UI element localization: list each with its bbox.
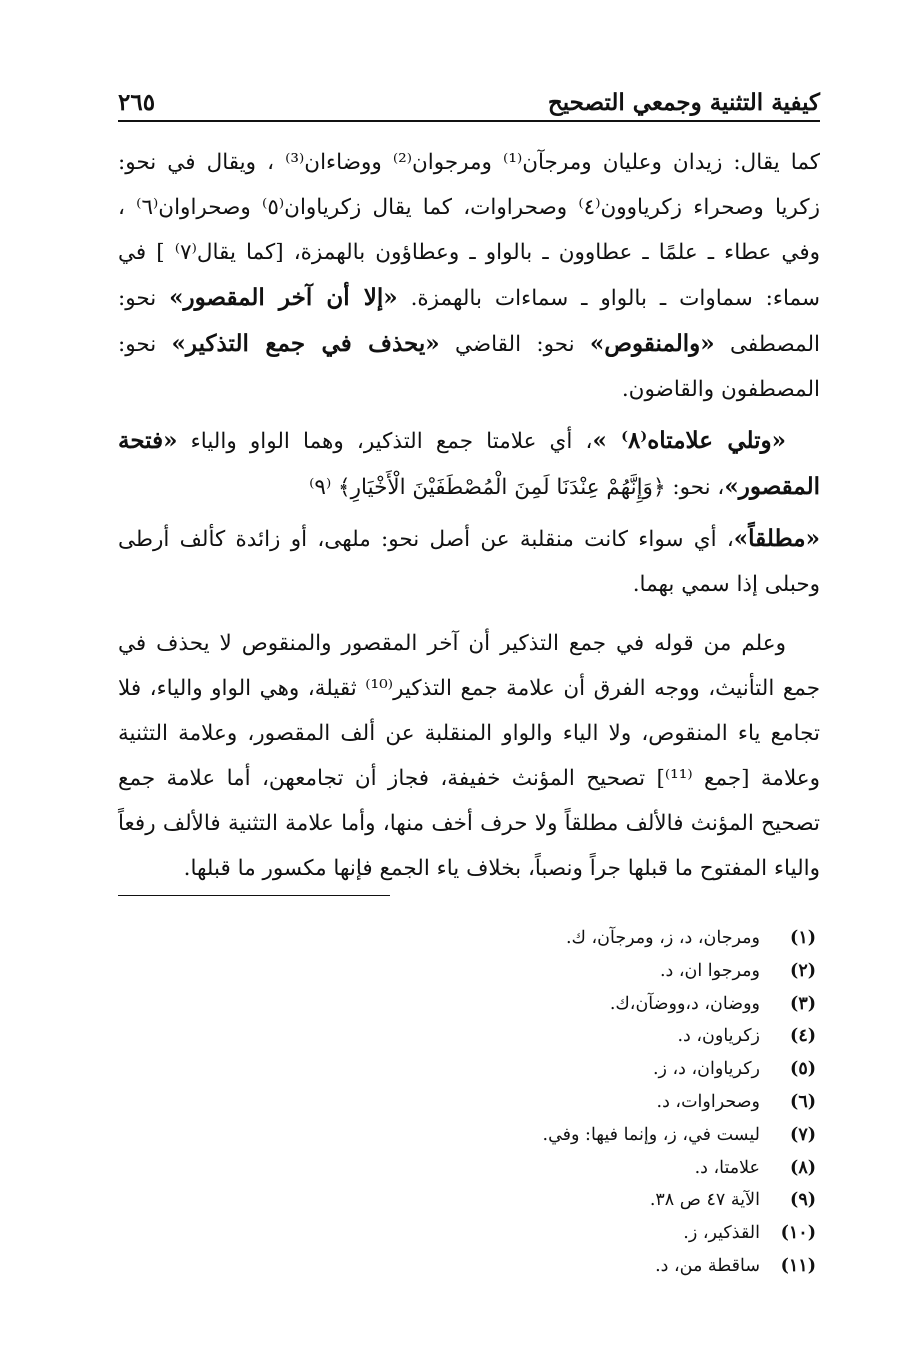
paragraph-1 [118, 140, 820, 412]
footnote-number: (٦) [790, 1091, 816, 1112]
footnote [216, 1119, 816, 1152]
paragraph-3-text: ، أي سواء كانت منقلبة عن أصل نحو: ملهى، أو زائدة كألف أرطى وحبلى إذا سمي بهما. [118, 527, 820, 597]
footnote-text: زكرياون، د. [677, 1026, 760, 1047]
footnote-number: (١) [790, 928, 816, 948]
footnote-number: (٥) [790, 1059, 816, 1080]
footnote-number: (٩) [790, 1190, 816, 1211]
footnote [216, 988, 816, 1021]
footnote [216, 1184, 816, 1217]
paragraph-3 [118, 516, 820, 607]
paragraph-1-text-4: نحو: المصطفون والقاضون. [118, 332, 820, 402]
footnote-number: (٢) [790, 960, 816, 981]
footnote [216, 1152, 816, 1185]
footnote-text: ووضان، د،ووضآن،ك. [609, 993, 760, 1014]
footnote-separator [118, 895, 390, 896]
footnote-text: الآية ٤٧ ص ٣٨. [649, 1190, 760, 1211]
footnote [216, 922, 816, 955]
footnote-text: وصحراوات، د. [656, 1091, 760, 1112]
running-header [118, 82, 820, 122]
main-text [118, 140, 820, 897]
footnote [216, 1020, 816, 1053]
paragraph-1-text-2: نحو: المصطفى [118, 286, 820, 357]
footnote-number: (١٠) [780, 1223, 816, 1244]
bold-phrase: «والمنقوص» [589, 330, 715, 357]
footnote [216, 1086, 816, 1119]
bold-phrase: «وتلي علامتاه⁽٨⁾ » [592, 427, 787, 454]
footnote-number: (١١) [780, 1255, 816, 1276]
footnote-text: ساقطة من، د. [655, 1255, 760, 1276]
footnote [216, 1053, 816, 1086]
footnote-text: ركرياوان، د، ز. [652, 1059, 760, 1080]
footnote-number: (٧) [790, 1124, 816, 1145]
paragraph-1-text: كما يقال: زيدان وعليان ومرجآن⁽¹⁾ ومرجوان⁽²⁾ ووضاءان⁽³⁾ ، ويقال في نحو: زكريا وصحراء زكرياوون⁽٤⁾ وصحراوات، كما يقال زكرياوان⁽٥⁾ وصحراوان⁽٦⁾ ، وفي عطاء ـ علمًا ـ عطاوون ـ بالواو ـ وعطاؤون بالهمزة، [كما يقال⁽٧⁾ ] في سماء: سماوات ـ بالواو ـ سماءات بالهمزة. [118, 150, 821, 311]
bold-phrase: «يحذف في جمع التذكير» [171, 330, 440, 357]
paragraph-2 [118, 418, 820, 510]
footnote [216, 1217, 816, 1250]
quran-verse: ، نحو: ﴿وَإِنَّهُمْ عِنْدَنَا لَمِنَ الْمُصْطَفَيْنَ الْأَخْيَارِ﴾ ⁽٩⁾ [309, 475, 725, 500]
footnote-number: (٣) [790, 993, 816, 1014]
footnote-text: علامتا، د. [694, 1157, 760, 1178]
footnote-text: ومرجوا ان، د. [659, 960, 760, 981]
paragraph-1-text-3: نحو: القاضي [439, 332, 590, 357]
footnote [216, 955, 816, 988]
bold-phrase: «إلا أن آخر المقصور» [169, 284, 398, 311]
footnote-text: القذكير، ز. [683, 1223, 760, 1244]
page-number: ٢٦٥ [118, 89, 156, 116]
footnote [216, 1250, 816, 1283]
bold-phrase: «مطلقاً» [733, 525, 820, 552]
paragraph-4: وعلم من قوله في جمع التذكير أن آخر المقصور والمنقوص لا يحذف في جمع التأنيث، ووجه الفرق أن علامة جمع التذكير⁽¹⁰⁾ ثقيلة، وهي الواو والياء، فلا تجامع ياء المنقوص، ولا الياء والواو المنقلبة عن ألف المقصور، وعلامة التثنية وعلامة [جمع ⁽¹¹⁾] تصحيح المؤنث خفيفة، فجاز أن تجامعهن، أما علامة جمع تصحيح المؤنث فالألف مطلقاً ولا حرف أخف منها، وأما علامة التثنية فالألف رفعاً والياء المفتوح ما قبلها جراً ونصباً، بخلاف ياء الجمع فإنها مكسور ما قبلها. [118, 631, 820, 881]
footnote-number: (٨) [790, 1157, 816, 1178]
footnote-text: ومرجان، د، ز، ومرجآن، ك. [565, 928, 760, 948]
footnote-number: (٤) [790, 1026, 816, 1047]
bold-phrase: «فتحة المقصور» [118, 427, 820, 500]
footnotes [216, 922, 816, 1283]
footnote-text: ليست في، ز، وإنما فيها: وفي. [542, 1124, 760, 1145]
paragraph-2-text: ، أي علامتا جمع التذكير، وهما الواو والياء [177, 429, 593, 454]
header-title: كيفية التثنية وجمعي التصحيح [547, 89, 820, 116]
